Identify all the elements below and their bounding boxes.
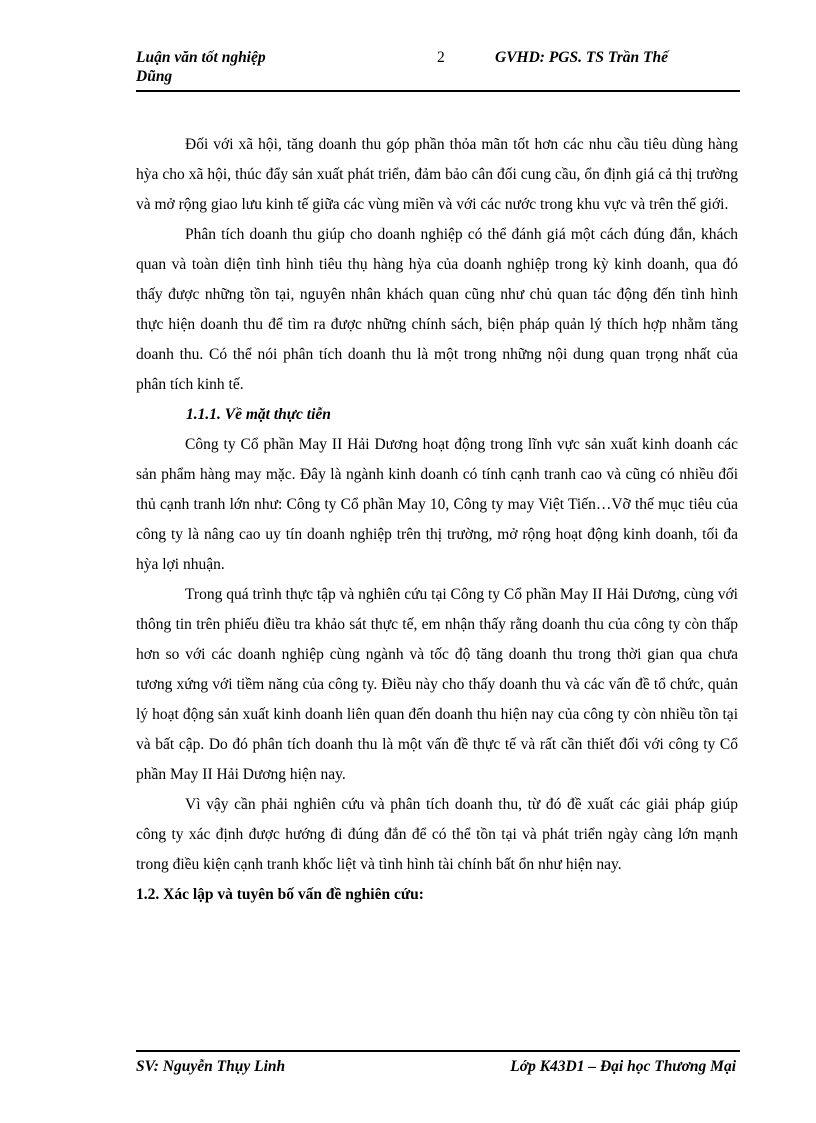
paragraph-revenue-analysis: Phân tích doanh thu giúp cho doanh nghiệp có thể đánh giá một cách đúng đắn, khách quan và toàn diện tình hình tiêu thụ hàng hỳa của doanh nghiệp trong kỳ kinh doanh, qua đó thấy được những tồn tại, nguyên nhân khách quan cũng như chủ quan tác động đến tình hình thực hiện doanh thu để tìm ra được những chính sách, biện pháp quản lý thích hợp nhằm tăng doanh thu. Có thể nói phân tích doanh thu là một trong những nội dung quan trọng nhất của phân tích kinh tế. — [136, 226, 738, 393]
paragraph-society: Đối với xã hội, tăng doanh thu góp phần thỏa mãn tốt hơn các nhu cầu tiêu dùng hàng hỳa cho xã hội, thúc đẩy sản xuất phát triển, đảm bảo cân đối cung cầu, ổn định giá cả thị trường và mở rộng giao lưu kinh tế giữa các vùng miền và với các nước trong khu vực và trên thế giới. — [136, 136, 738, 213]
page-number: 2 — [437, 49, 445, 66]
header-supervisor-name-continued: Dũng — [136, 68, 173, 85]
header-supervisor: GVHD: PGS. TS Trần Thế — [495, 49, 668, 66]
document-body — [136, 130, 738, 910]
footer-student: SV: Nguyễn Thụy Linh — [136, 1058, 286, 1075]
paragraph-company: Công ty Cổ phần May II Hải Dương hoạt động trong lĩnh vực sản xuất kinh doanh các sản phẩm hàng may mặc. Đây là ngành kinh doanh có tính cạnh tranh cao và cũng có nhiều đối thủ cạnh tranh lớn như: Công ty Cổ phần May 10, Công ty may Việt Tiến…Vỡ thế mục tiêu của công ty là nâng cao uy tín doanh nghiệp trên thị trường, mở rộng hoạt động kinh doanh, tối đa hỳa lợi nhuận. — [136, 436, 738, 573]
page-header — [136, 48, 740, 92]
footer-class: Lớp K43D1 – Đại học Thương Mại — [510, 1058, 736, 1075]
subsection-heading: 1.1.1. Về mặt thực tiễn — [186, 406, 331, 423]
header-thesis-label: Luận văn tốt nghiệp — [136, 49, 266, 66]
paragraph-internship: Trong quá trình thực tập và nghiên cứu tại Công ty Cổ phần May II Hải Dương, cùng với thông tin trên phiếu điều tra khảo sát thực tế, em nhận thấy rằng doanh thu của công ty còn thấp hơn so với các doanh nghiệp cùng ngành và tốc độ tăng doanh thu trong thời gian qua chưa tương xứng với tiềm năng của công ty. Điều này cho thấy doanh thu và các vấn đề tổ chức, quản lý hoạt động sản xuất kinh doanh liên quan đến doanh thu hiện nay của công ty còn nhiều tồn tại và bất cập. Do đó phân tích doanh thu là một vấn đề thực tế và rất cần thiết đối với công ty Cổ phần May II Hải Dương hiện nay. — [136, 586, 738, 783]
paragraph-conclusion: Vì vậy cần phải nghiên cứu và phân tích doanh thu, từ đó đề xuất các giải pháp giúp công ty xác định được hướng đi đúng đắn để có thể tồn tại và phát triển ngày càng lớn mạnh trong điều kiện cạnh tranh khốc liệt và tình hình tài chính bất ổn như hiện nay. — [136, 796, 738, 873]
page-footer — [136, 1050, 740, 1075]
section-heading: 1.2. Xác lập và tuyên bố vấn đề nghiên cứu: — [136, 886, 424, 903]
